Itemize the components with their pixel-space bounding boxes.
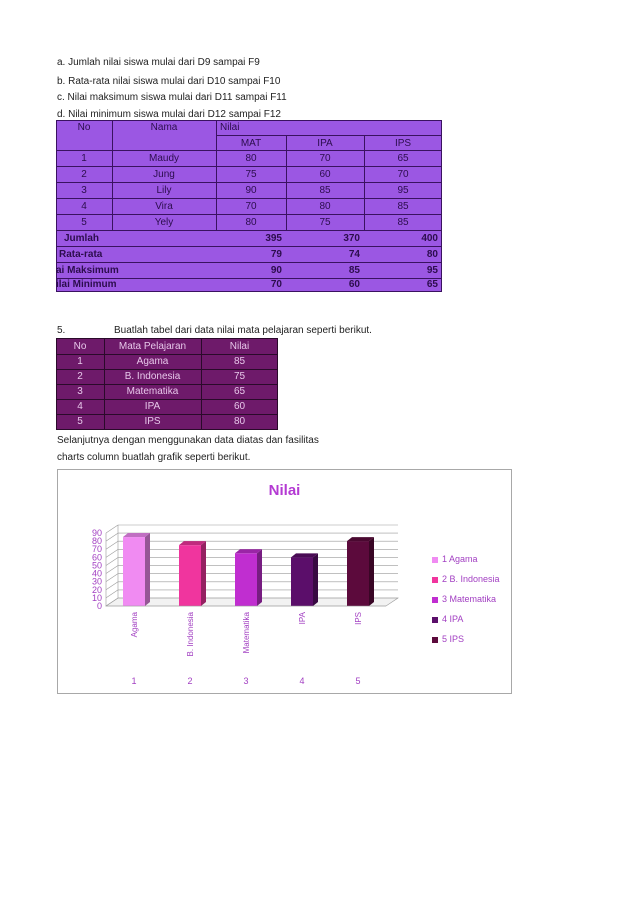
cell-no: 5 [77, 416, 83, 427]
legend-swatch [432, 577, 438, 583]
legend-swatch [432, 557, 438, 563]
cell-ipa: 85 [319, 185, 331, 196]
summary-ipa: 74 [348, 249, 360, 260]
cell-ips: 95 [397, 185, 409, 196]
chart-gridline-side [106, 533, 118, 541]
table-row [56, 167, 442, 183]
summary-mat: 70 [270, 279, 282, 290]
summary-ips: 65 [426, 279, 438, 290]
followup-line-1: Selanjutnya dengan menggunakan data diatas dan fasilitas [57, 435, 319, 446]
summary-label: ai Maksimum [56, 265, 119, 276]
chart-gridline-side [106, 582, 118, 590]
summary-ips: 80 [426, 249, 438, 260]
header-no: No [77, 122, 91, 133]
instruction-d: d. Nilai minimum siswa mulai dari D12 sampai F12 [57, 109, 281, 120]
bar-front [235, 553, 257, 606]
y-tick-label: 40 [91, 568, 102, 579]
table-row [56, 151, 442, 167]
cell-nilai: 80 [233, 416, 246, 427]
y-tick-label: 80 [91, 536, 102, 547]
x-group-label: 4 [299, 676, 305, 686]
chart-gridline-side [106, 590, 118, 598]
cell-mat: 70 [245, 201, 257, 212]
cell-mat: 80 [245, 153, 257, 164]
cell-ipa: 80 [319, 201, 331, 212]
cell-ips: 85 [397, 201, 409, 212]
x-category-label: Agama [130, 612, 139, 638]
y-tick-label: 50 [91, 560, 102, 571]
bar-side [145, 533, 150, 606]
cell-no: 4 [77, 401, 83, 412]
summary-row-rata-rata [56, 247, 442, 263]
chart-title: Nilai [268, 482, 301, 499]
bar-side [201, 541, 206, 606]
task-number: 5. [57, 325, 66, 336]
summary-mat: 79 [270, 249, 282, 260]
cell-ipa: 75 [319, 217, 331, 228]
header-ipa: IPA [317, 138, 333, 149]
legend-label: 5 IPS [442, 634, 465, 644]
cell-mat: 80 [245, 217, 257, 228]
legend-swatch [432, 637, 438, 643]
cell-nama: Maudy [148, 153, 179, 164]
cell-no: 1 [77, 356, 83, 367]
cell-mat: 75 [245, 169, 257, 180]
x-group-label: 1 [131, 676, 137, 686]
y-tick-label: 60 [91, 552, 102, 563]
instruction-a: a. Jumlah nilai siswa mulai dari D9 sampai F9 [57, 57, 260, 68]
cell-no: 3 [81, 185, 87, 196]
chart-gridline-side [106, 549, 118, 557]
legend-label: 1 Agama [442, 554, 478, 564]
summary-ips: 95 [426, 265, 438, 276]
summary-label: ilai Minimum [56, 279, 117, 290]
subject-score-table [56, 338, 278, 430]
summary-row-maksimum [56, 263, 442, 279]
cell-mapel: IPS [144, 416, 161, 427]
header-mata-pelajaran: Mata Pelajaran [118, 341, 187, 352]
y-tick-label: 20 [91, 584, 102, 595]
x-category-label: B. Indonesia [186, 612, 195, 657]
legend-label: 3 Matematika [442, 594, 497, 604]
table-row [56, 215, 442, 231]
chart-gridline-side [106, 557, 118, 565]
summary-mat: 395 [265, 233, 282, 244]
nilai-chart [57, 469, 512, 694]
summary-ipa: 370 [343, 233, 360, 244]
cell-ipa: 60 [319, 169, 331, 180]
summary-ips: 400 [421, 233, 438, 244]
cell-nilai: 85 [233, 356, 246, 367]
x-group-label: 2 [187, 676, 193, 686]
legend-item [432, 594, 496, 604]
cell-ips: 70 [397, 169, 409, 180]
header-no: No [73, 341, 87, 352]
x-group-label: 5 [355, 676, 361, 686]
chart-gridline-side [106, 574, 118, 582]
bar-side [313, 553, 318, 606]
cell-mapel: B. Indonesia [124, 371, 181, 382]
cell-nama: Vira [155, 201, 173, 212]
header-ips: IPS [394, 138, 412, 149]
cell-nama: Lily [156, 185, 172, 196]
header-nilai: Nilai [220, 122, 240, 133]
table-row [56, 183, 442, 199]
cell-ips: 65 [397, 153, 409, 164]
cell-no: 2 [77, 371, 83, 382]
summary-ipa: 85 [348, 265, 360, 276]
cell-no: 2 [81, 169, 87, 180]
summary-label: Rata-rata [59, 249, 103, 260]
instruction-c: c. Nilai maksimum siswa mulai dari D11 sampai F11 [57, 92, 287, 103]
cell-no: 1 [81, 153, 87, 164]
student-score-table [56, 120, 442, 292]
table-row [56, 199, 442, 215]
summary-label: Jumlah [64, 233, 100, 244]
summary-row-minimum [56, 278, 442, 294]
y-tick-label: 0 [96, 601, 102, 611]
x-group-label: 3 [243, 676, 249, 686]
cell-no: 5 [81, 217, 87, 228]
chart-gridline-side [106, 566, 118, 574]
x-category-label: IPS [354, 612, 363, 625]
bar-front [179, 545, 201, 606]
header-nama: Nama [150, 122, 178, 133]
cell-nilai: 75 [233, 371, 246, 382]
bar-front [291, 557, 313, 606]
legend-item [432, 554, 478, 564]
bar-front [347, 541, 369, 606]
header-nilai: Nilai [229, 341, 250, 352]
y-tick-label: 10 [91, 592, 102, 603]
cell-nama: Yely [154, 217, 174, 228]
cell-nilai: 65 [233, 386, 246, 397]
cell-ipa: 70 [319, 153, 331, 164]
cell-nama: Jung [153, 169, 175, 180]
legend-swatch [432, 597, 438, 603]
cell-mat: 90 [245, 185, 257, 196]
legend-label: 2 B. Indonesia [442, 574, 500, 584]
summary-ipa: 60 [348, 279, 360, 290]
legend-item [432, 614, 463, 624]
cell-mapel: Agama [136, 356, 169, 367]
x-category-label: IPA [298, 612, 307, 625]
bar-side [257, 549, 262, 606]
legend-label: 4 IPA [442, 614, 464, 624]
legend-item [432, 634, 464, 644]
y-tick-label: 90 [91, 528, 102, 538]
followup-line-2: charts column buatlah grafik seperti berikut. [57, 452, 251, 463]
chart-gridline-side [106, 541, 118, 549]
summary-mat: 90 [270, 265, 282, 276]
y-tick-label: 70 [91, 544, 102, 555]
y-tick-label: 30 [91, 576, 102, 587]
cell-no: 4 [81, 201, 87, 212]
cell-ips: 85 [397, 217, 409, 228]
chart-gridline-side [106, 525, 118, 533]
legend-item [432, 574, 500, 584]
legend-swatch [432, 617, 438, 623]
task-text: Buatlah tabel dari data nilai mata pelajaran seperti berikut. [114, 325, 372, 336]
header-mat: MAT [240, 138, 262, 149]
instruction-b: b. Rata-rata nilai siswa mulai dari D10 sampai F10 [57, 76, 281, 87]
cell-mapel: Matematika [126, 386, 179, 397]
bar-side [369, 537, 374, 606]
cell-nilai: 60 [233, 401, 246, 412]
x-category-label: Matematika [242, 612, 251, 654]
bar-front [123, 537, 145, 606]
cell-mapel: IPA [144, 401, 161, 412]
cell-no: 3 [77, 386, 83, 397]
summary-row-jumlah [56, 231, 442, 247]
